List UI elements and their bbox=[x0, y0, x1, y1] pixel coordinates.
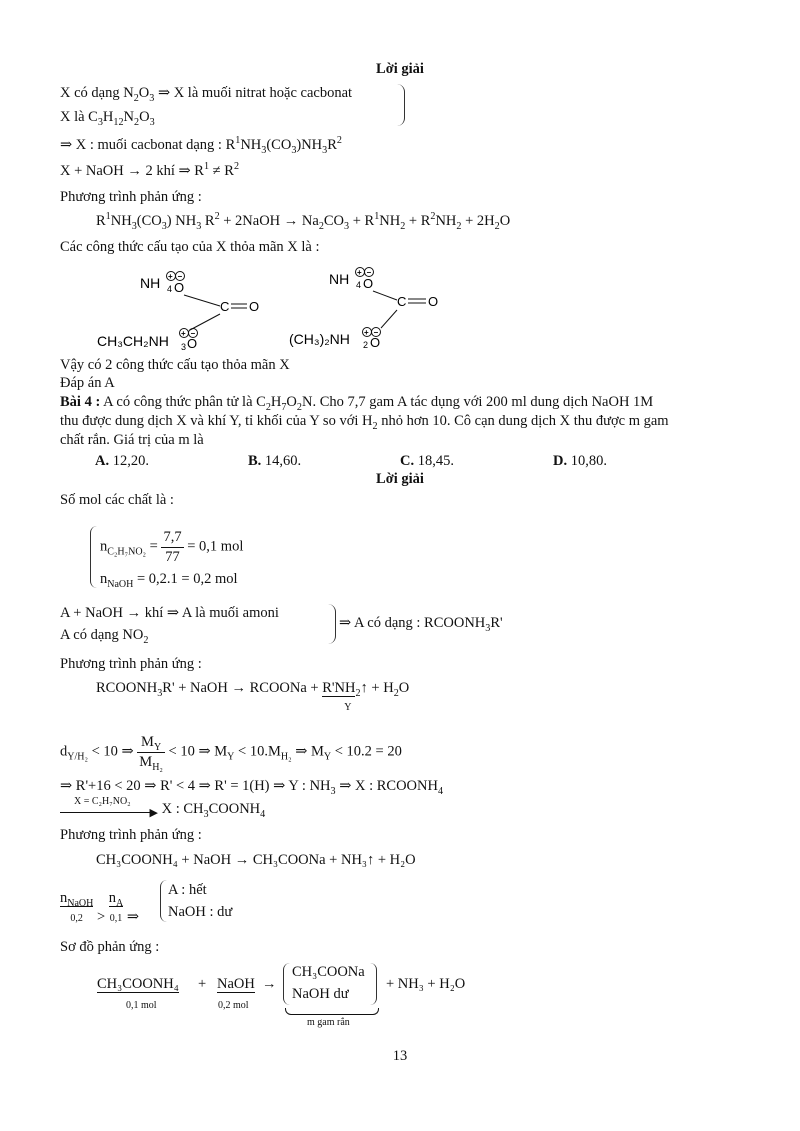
scheme-reactant-a: CH₃COONH₄ bbox=[97, 976, 179, 992]
scheme-label: Sơ đồ phản ứng : bbox=[60, 939, 160, 955]
solution-heading-2: Lời giải bbox=[376, 471, 424, 487]
amoni-line-1: A + NaOH → khí ⇒ A là muối amoni bbox=[60, 605, 279, 621]
reaction-label-1: Phương trình phản ứng : bbox=[60, 189, 202, 205]
reaction-equation-3: CH₃COONH₄ + NaOH → CH₃COONa + NH₃↑ + H₂O bbox=[96, 852, 416, 868]
scheme-underbrace bbox=[285, 1008, 379, 1015]
svg-text:+: + bbox=[181, 329, 186, 338]
svg-text:+: + bbox=[357, 268, 362, 277]
structure-2-diagram bbox=[285, 262, 485, 354]
reaction-equation-1: $R^1NH_3(CO_3)$ $NH_3$ $R^2$ + 2NaOH → $Na_2CO_3 + R^1NH_2 + R^2NH_2 + 2H_2O$ bbox=[96, 211, 511, 232]
structures-label: Các công thức cấu tạo của X thỏa mãn X là : bbox=[60, 239, 320, 255]
amoni-conclusion: ⇒ A có dạng : $RCOONH_3R'$ bbox=[339, 615, 503, 634]
mole-a: $n_{C_2H_7NO_2}$ = $\frac{7,7}{77}$ = 0,1 mol bbox=[100, 529, 244, 565]
scheme-product-2: NaOH dư bbox=[292, 986, 349, 1002]
right-brace-amoni bbox=[328, 604, 336, 644]
density-relation: $d_{Y/H_2} < 10$ ⇒ $\frac{M_Y}{M_{H_2}}$ < 10 ⇒ $M_Y < 10.M_{H_2}$ ⇒ $M_Y < 10.2 = 20$ bbox=[60, 734, 402, 773]
svg-text:4: 4 bbox=[356, 280, 362, 290]
left-brace-moles bbox=[90, 526, 97, 588]
conclusion-line: Vậy có 2 công thức cấu tạo thỏa mãn X bbox=[60, 357, 290, 373]
scheme-plus: + bbox=[198, 976, 207, 992]
svg-text:O: O bbox=[428, 294, 439, 309]
line-two-gases: X + NaOH → 2 khí ⇒ $R^1 \ne R^2$ bbox=[60, 161, 239, 179]
mole-label: Số mol các chất là : bbox=[60, 492, 174, 508]
choice-c: C. 18,45. bbox=[400, 453, 454, 469]
svg-text:O: O bbox=[370, 335, 381, 350]
scheme-arrow: → bbox=[262, 976, 277, 992]
left-brace-excess bbox=[160, 880, 167, 922]
choice-b: B. 14,60. bbox=[248, 453, 302, 469]
problem-4-line-3: chất rắn. Giá trị của m là bbox=[60, 432, 204, 448]
naoh-excess: NaOH : dư bbox=[168, 904, 233, 920]
scheme-reactant-naoh: NaOH bbox=[217, 976, 255, 992]
problem-4-line-2: thu được dung dịch X và khí Y, tỉ khối của Y so với $H_2$ nhỏ hơn 10. Cô cạn dung dịch X thu được m gam bbox=[60, 413, 669, 432]
svg-text:CH₃CH₂NH: CH₃CH₂NH bbox=[97, 333, 169, 349]
scheme-right-brace bbox=[370, 963, 377, 1005]
choice-a: A. 12,20. bbox=[95, 453, 149, 469]
svg-text:2: 2 bbox=[363, 340, 369, 350]
scheme-left-brace bbox=[283, 963, 290, 1005]
r-deduction: ⇒ R'+16 < 20 ⇒ R' < 4 ⇒ R' = 1(H) ⇒ Y : $NH_3$ ⇒ X : $RCOONH_4$ bbox=[60, 778, 444, 797]
reaction-equation-2: $RCOONH_3R'$ + NaOH → RCOONa + $R'NH_2$ Y ↑ + $H_2O$ bbox=[96, 680, 410, 713]
line-x-form: X có dạng $N_2O_3$ ⇒ X là muối nitrat hoặc cacbonat bbox=[60, 85, 353, 104]
svg-text:O: O bbox=[249, 299, 260, 314]
svg-text:O: O bbox=[174, 280, 185, 295]
svg-text:C: C bbox=[397, 294, 407, 309]
page-number: 13 bbox=[392, 1048, 408, 1064]
svg-text:−: − bbox=[190, 329, 196, 338]
solution-heading: Lời giải bbox=[376, 61, 424, 77]
svg-text:O: O bbox=[187, 336, 198, 351]
scheme-tail: + NH₃ + H₂O bbox=[386, 976, 466, 992]
svg-text:+: + bbox=[168, 272, 173, 281]
struct1-nh4: NH bbox=[140, 275, 161, 291]
svg-text:(CH₃)₂NH: (CH₃)₂NH bbox=[289, 331, 350, 347]
reaction-label-2: Phương trình phản ứng : bbox=[60, 656, 202, 672]
struct2-nh4: NH bbox=[329, 271, 350, 287]
line-x-formula: X là $C_3H_{12}N_2O_3$ bbox=[60, 109, 155, 128]
svg-text:−: − bbox=[373, 328, 379, 337]
amoni-line-2: A có dạng $NO_2$ bbox=[60, 627, 149, 646]
reaction-label-3: Phương trình phản ứng : bbox=[60, 827, 202, 843]
scheme-naoh-amount: 0,2 mol bbox=[218, 1000, 249, 1011]
mole-comparison: $n_{NaOH}$ $0,2 > n_A$ 0,1 ⇒ bbox=[60, 890, 140, 925]
scheme-product-1: CH₃COONa bbox=[292, 964, 365, 980]
structure-1-diagram bbox=[90, 262, 290, 354]
answer-line: Đáp án A bbox=[60, 375, 115, 391]
scheme-solid-mass: m gam rắn bbox=[307, 1017, 350, 1028]
svg-text:C: C bbox=[220, 299, 230, 314]
problem-4-line-1: Bài 4 : A có công thức phân tử là $C_2H_7O_2N$. Cho 7,7 gam A tác dụng với 200 ml dung dịch NaOH 1M bbox=[60, 394, 654, 413]
svg-text:4: 4 bbox=[167, 284, 173, 294]
x-identification: X = C₂H₇NO₂ ▶ X : $CH_3COONH_4$ bbox=[60, 800, 265, 819]
line-carbonate-form: ⇒ X : muối cacbonat dạng : $R^1NH_3(CO_3)NH_3R^2$ bbox=[60, 135, 342, 156]
scheme-reactant-a-amount: 0,1 mol bbox=[126, 1000, 157, 1011]
choice-d: D. 10,80. bbox=[553, 453, 607, 469]
svg-text:3: 3 bbox=[181, 342, 187, 352]
mole-naoh: $n_{NaOH} = 0,2.1 = 0,2$ mol bbox=[100, 571, 238, 590]
svg-text:−: − bbox=[366, 268, 372, 277]
svg-text:−: − bbox=[177, 272, 183, 281]
right-brace bbox=[396, 84, 405, 126]
a-consumed: A : hết bbox=[168, 882, 207, 898]
svg-text:+: + bbox=[364, 328, 369, 337]
svg-text:O: O bbox=[363, 276, 374, 291]
